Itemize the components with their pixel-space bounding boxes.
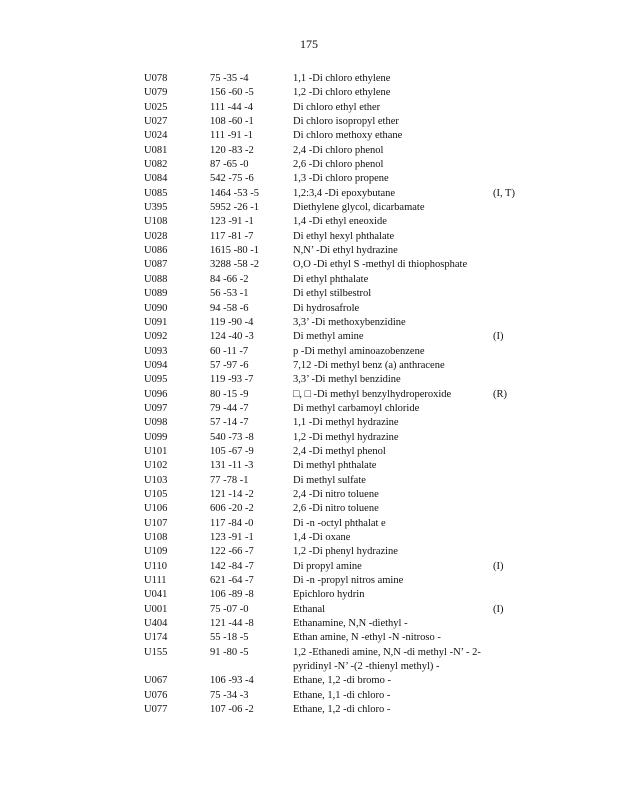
chemical-name: Ethane, 1,1 -di chloro -: [293, 689, 391, 701]
chemical-name: Ethan amine, N -ethyl -N -nitroso -: [293, 632, 441, 644]
cas-number: 3288 -58 -2: [210, 259, 259, 271]
table-row: [0, 230, 618, 244]
cas-number: 156 -60 -5: [210, 87, 254, 99]
cas-number: 108 -60 -1: [210, 116, 254, 128]
cas-number: 121 -14 -2: [210, 488, 254, 500]
waste-code: U079: [144, 87, 168, 99]
table-row: [0, 474, 618, 488]
hazard-code: (I, T): [493, 187, 515, 199]
hazard-code: (I): [493, 560, 504, 572]
waste-code: U092: [144, 331, 168, 343]
waste-code: U076: [144, 689, 168, 701]
cas-number: 131 -11 -3: [210, 460, 254, 472]
cas-number: 75 -07 -0: [210, 603, 249, 615]
waste-code: U028: [144, 230, 168, 242]
table-row: [0, 144, 618, 158]
waste-code: U174: [144, 632, 168, 644]
chemical-name: 1,2 -Di chloro ethylene: [293, 87, 391, 99]
waste-code-list: [0, 72, 618, 717]
chemical-name: 1,2 -Di phenyl hydrazine: [293, 546, 398, 558]
table-row: [0, 402, 618, 416]
chemical-name: Ethane, 1,2 -di bromo -: [293, 675, 391, 687]
cas-number: 56 -53 -1: [210, 288, 249, 300]
cas-number: 57 -14 -7: [210, 417, 249, 429]
waste-code: U091: [144, 316, 168, 328]
chemical-name: Ethanamine, N,N -diethyl -: [293, 618, 408, 630]
waste-code: U103: [144, 474, 168, 486]
waste-code: U001: [144, 603, 168, 615]
waste-code: U111: [144, 575, 167, 587]
cas-number: 91 -80 -5: [210, 646, 249, 658]
waste-code: U087: [144, 259, 168, 271]
table-row: [0, 646, 618, 675]
cas-number: 106 -93 -4: [210, 675, 254, 687]
table-row: [0, 574, 618, 588]
table-row: [0, 316, 618, 330]
waste-code: U108: [144, 216, 168, 228]
cas-number: 111 -44 -4: [210, 101, 253, 113]
table-row: [0, 703, 618, 717]
cas-number: 1615 -80 -1: [210, 245, 259, 257]
page-number: 175: [300, 37, 318, 51]
table-row: [0, 244, 618, 258]
cas-number: 94 -58 -6: [210, 302, 249, 314]
table-row: [0, 459, 618, 473]
chemical-name: Di propyl amine: [293, 560, 362, 572]
table-row: [0, 631, 618, 645]
chemical-name: Di chloro methoxy ethane: [293, 130, 403, 142]
chemical-name: 3,3’ -Di methoxybenzidine: [293, 316, 406, 328]
waste-code: U094: [144, 359, 168, 371]
table-row: [0, 258, 618, 272]
waste-code: U084: [144, 173, 168, 185]
cas-number: 542 -75 -6: [210, 173, 254, 185]
cas-number: 84 -66 -2: [210, 273, 249, 285]
table-row: [0, 172, 618, 186]
chemical-name: Di -n -octyl phthalat e: [293, 517, 386, 529]
chemical-name: 1,3 -Di chloro propene: [293, 173, 389, 185]
waste-code: U078: [144, 73, 168, 84]
waste-code: U089: [144, 288, 168, 300]
table-row: [0, 158, 618, 172]
chemical-name: 1,2 -Ethanedi amine, N,N -di methyl -N’ - 2-pyridinyl -N’ -(2 -thienyl methyl) -: [293, 646, 481, 673]
waste-code: U107: [144, 517, 168, 529]
table-row: [0, 330, 618, 344]
table-row: [0, 545, 618, 559]
cas-number: 119 -90 -4: [210, 316, 254, 328]
table-row: [0, 201, 618, 215]
cas-number: 117 -84 -0: [210, 517, 254, 529]
table-row: [0, 531, 618, 545]
chemical-name: Di methyl phthalate: [293, 460, 377, 472]
chemical-name: Di hydrosafrole: [293, 302, 360, 314]
cas-number: 142 -84 -7: [210, 560, 254, 572]
waste-code: U025: [144, 101, 168, 113]
table-row: [0, 603, 618, 617]
chemical-name: 3,3’ -Di methyl benzidine: [293, 374, 401, 386]
table-row: [0, 129, 618, 143]
waste-code: U095: [144, 374, 168, 386]
table-row: [0, 359, 618, 373]
chemical-name: Di -n -propyl nitros amine: [293, 575, 404, 587]
chemical-name: Di chloro ethyl ether: [293, 101, 381, 113]
hazard-code: (I): [493, 331, 504, 343]
cas-number: 80 -15 -9: [210, 388, 249, 400]
waste-code: U097: [144, 402, 168, 414]
waste-code: U041: [144, 589, 168, 601]
waste-code: U027: [144, 116, 168, 128]
table-row: [0, 445, 618, 459]
waste-code: U106: [144, 503, 168, 515]
cas-number: 621 -64 -7: [210, 575, 254, 587]
table-row: [0, 373, 618, 387]
waste-code: U024: [144, 130, 168, 142]
cas-number: 111 -91 -1: [210, 130, 253, 142]
cas-number: 123 -91 -1: [210, 532, 254, 543]
chemical-name: □, □ -Di methyl benzylhydroperoxide: [293, 388, 452, 400]
chemical-name: Di methyl sulfate: [293, 474, 366, 486]
table-row: [0, 388, 618, 402]
cas-number: 87 -65 -0: [210, 159, 249, 171]
table-row: [0, 86, 618, 100]
chemical-name: 1,2 -Di methyl hydrazine: [293, 431, 399, 443]
waste-code: U101: [144, 445, 168, 457]
cas-number: 119 -93 -7: [210, 374, 254, 386]
chemical-name: Ethanal: [293, 603, 326, 615]
waste-code: U088: [144, 273, 168, 285]
cas-number: 123 -91 -1: [210, 216, 254, 228]
waste-code: U395: [144, 202, 168, 214]
table-row: [0, 674, 618, 688]
waste-code: U108: [144, 532, 168, 543]
cas-number: 122 -66 -7: [210, 546, 254, 558]
chemical-name: 7,12 -Di methyl benz (a) anthracene: [293, 359, 445, 371]
chemical-name: Di ethyl hexyl phthalate: [293, 230, 395, 242]
cas-number: 75 -35 -4: [210, 73, 249, 84]
table-row: [0, 517, 618, 531]
hazard-code: (I): [493, 603, 504, 615]
table-row: [0, 115, 618, 129]
chemical-name: 1,2:3,4 -Di epoxybutane: [293, 187, 396, 199]
cas-number: 117 -81 -7: [210, 230, 254, 242]
cas-number: 79 -44 -7: [210, 402, 249, 414]
waste-code: U082: [144, 159, 168, 171]
chemical-name: 1,1 -Di methyl hydrazine: [293, 417, 399, 429]
waste-code: U090: [144, 302, 168, 314]
table-row: [0, 588, 618, 602]
chemical-name: 1,1 -Di chloro ethylene: [293, 73, 391, 84]
waste-code: U085: [144, 187, 168, 199]
waste-code: U098: [144, 417, 168, 429]
waste-code: U099: [144, 431, 168, 443]
cas-number: 75 -34 -3: [210, 689, 249, 701]
waste-code: U105: [144, 488, 168, 500]
waste-code: U155: [144, 646, 168, 658]
cas-number: 540 -73 -8: [210, 431, 254, 443]
table-row: [0, 101, 618, 115]
waste-code: U109: [144, 546, 168, 558]
table-row: [0, 302, 618, 316]
chemical-name: Di ethyl stilbestrol: [293, 288, 372, 300]
chemical-name: 2,4 -Di nitro toluene: [293, 488, 379, 500]
cas-number: 121 -44 -8: [210, 618, 254, 630]
chemical-name: 1,4 -Di ethyl eneoxide: [293, 216, 387, 228]
chemical-name: p -Di methyl aminoazobenzene: [293, 345, 425, 357]
waste-code: U096: [144, 388, 168, 400]
table-row: [0, 72, 618, 86]
chemical-name: 1,4 -Di oxane: [293, 532, 351, 543]
cas-number: 60 -11 -7: [210, 345, 249, 357]
chemical-name: Di chloro isopropyl ether: [293, 116, 399, 128]
table-row: [0, 273, 618, 287]
cas-number: 107 -06 -2: [210, 704, 254, 716]
table-row: [0, 416, 618, 430]
table-row: [0, 215, 618, 229]
cas-number: 120 -83 -2: [210, 144, 254, 156]
chemical-name: Di methyl carbamoyl chloride: [293, 402, 420, 414]
waste-code: U081: [144, 144, 168, 156]
waste-code: U404: [144, 618, 168, 630]
waste-code: U077: [144, 704, 168, 716]
cas-number: 106 -89 -8: [210, 589, 254, 601]
table-row: [0, 187, 618, 201]
chemical-name: 2,6 -Di chloro phenol: [293, 159, 384, 171]
cas-number: 57 -97 -6: [210, 359, 249, 371]
table-row: [0, 502, 618, 516]
chemical-name: N,N’ -Di ethyl hydrazine: [293, 245, 398, 257]
table-row: [0, 431, 618, 445]
chemical-name: Ethane, 1,2 -di chloro -: [293, 704, 391, 716]
cas-number: 606 -20 -2: [210, 503, 254, 515]
chemical-name: 2,4 -Di methyl phenol: [293, 445, 386, 457]
waste-code: U110: [144, 560, 167, 572]
chemical-name: Epichloro hydrin: [293, 589, 365, 601]
cas-number: 1464 -53 -5: [210, 187, 259, 199]
cas-number: 77 -78 -1: [210, 474, 249, 486]
chemical-name: Di ethyl phthalate: [293, 273, 369, 285]
chemical-name: Diethylene glycol, dicarbamate: [293, 202, 425, 214]
table-row: [0, 345, 618, 359]
table-row: [0, 287, 618, 301]
cas-number: 124 -40 -3: [210, 331, 254, 343]
hazard-code: (R): [493, 388, 507, 400]
cas-number: 105 -67 -9: [210, 445, 254, 457]
table-row: [0, 488, 618, 502]
waste-code: U086: [144, 245, 168, 257]
chemical-name: 2,6 -Di nitro toluene: [293, 503, 379, 515]
chemical-name: 2,4 -Di chloro phenol: [293, 144, 384, 156]
chemical-name: Di methyl amine: [293, 331, 364, 343]
waste-code: U067: [144, 675, 168, 687]
waste-code: U102: [144, 460, 168, 472]
cas-number: 5952 -26 -1: [210, 202, 259, 214]
chemical-name: O,O -Di ethyl S -methyl di thiophosphate: [293, 259, 468, 271]
cas-number: 55 -18 -5: [210, 632, 249, 644]
table-row: [0, 617, 618, 631]
waste-code: U093: [144, 345, 168, 357]
table-row: [0, 560, 618, 574]
table-row: [0, 689, 618, 703]
